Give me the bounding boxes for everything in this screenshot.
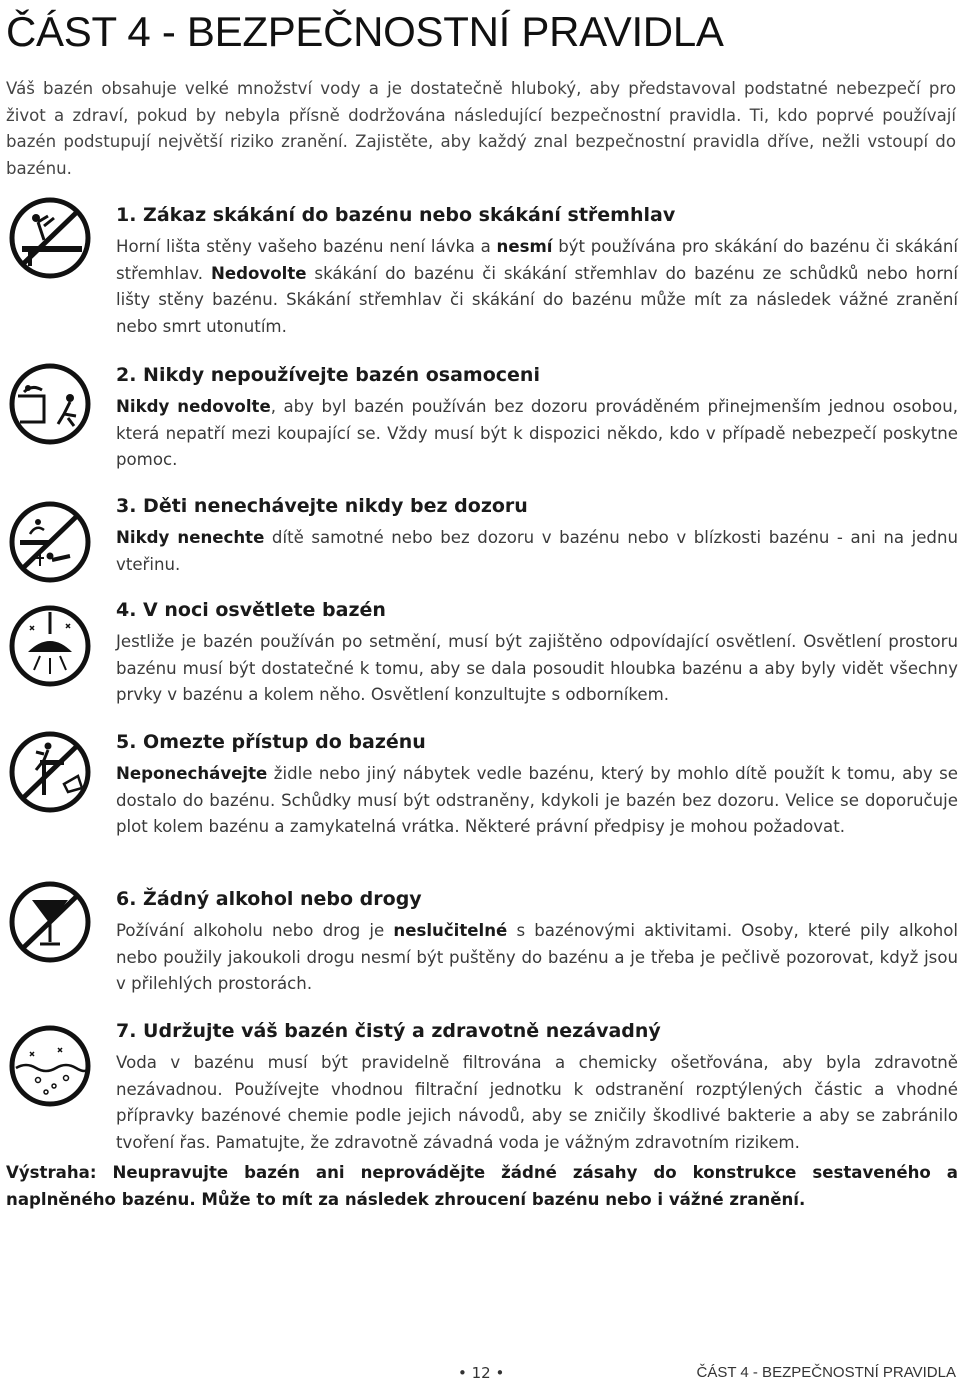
section-night-lighting: [116, 597, 958, 709]
section-text: Jestliže je bazén používán po setmění, musí být zajištěno odpovídající osvětlení. Osvětlení prostoru bazénu musí být dostatečné k tomu, aby se dala posoudit hloubka bazénu a aby byly vidět všechny prvky v bazénu a kolem něho. Osvětlení konzultujte s odborníkem.: [116, 632, 958, 704]
section-text: Požívání alkoholu nebo drog je neslučitelné s bazénovými aktivitami. Osoby, které pily alkohol nebo použily jakoukoli drogu nesmí být puštěny do bazénu a je třeba je pečlivě pozorovat, když jsou v přilehlých prostorách.: [116, 921, 959, 993]
section-text: Nikdy nedovolte, aby byl bazén používán bez dozoru prováděném přinejmenším jednou osobou, která nepatří mezi koupající se. Vždy musí být k dispozici někdo, kdo v případě nebezpečí poskytne pomoc.: [116, 397, 958, 469]
page-number: • 12 •: [458, 1364, 505, 1382]
no-alcohol-icon: [8, 880, 92, 964]
section-heading: 7. Udržujte váš bazén čistý a zdravotně nezávadný: [116, 1020, 661, 1042]
pool-light-icon: [8, 604, 92, 688]
supervised-swimming-icon: [8, 362, 92, 446]
section-text: Voda v bazénu musí být pravidelně filtrována a chemicky ošetřována, aby byla zdravotně nezávadnou. Používejte vhodnou filtrační jednotku k odstranění rozptýlených částic a vhodné přípravky bazénové chemie podle jejich návodů, aby se zničily škodlivé bakterie a aby se zabránilo tvoření řas. Pamatujte, že zdravotně závadná voda je vážným zdravotním rizikem.: [116, 1053, 958, 1152]
section-alcohol: [116, 886, 958, 998]
section-text: Nikdy nenechte dítě samotné nebo bez dozoru v bazénu nebo v blízkosti bazénu - ani na jednu vteřinu.: [116, 528, 958, 574]
section-heading: 3. Děti nenechávejte nikdy bez dozoru: [116, 495, 528, 517]
no-unattended-children-icon: [8, 500, 92, 584]
section-no-diving: [116, 202, 958, 340]
no-climbing-icon: [8, 730, 92, 814]
clean-water-icon: [8, 1024, 92, 1108]
section-access: [116, 729, 958, 841]
no-diving-icon: [8, 196, 92, 280]
section-text: Neponechávejte židle nebo jiný nábytek vedle bazénu, který by mohlo dítě použít k tomu, aby se dostalo do bazénu. Schůdky musí být odstraněny, kdykoli je bazén bez dozoru. Velice se doporučuje plot kolem bazénu a zamykatelná vrátka. Některé právní předpisy je mohou požadovat.: [116, 764, 958, 836]
intro-paragraph: Váš bazén obsahuje velké množství vody a je dostatečně hluboký, aby představoval podstatné nebezpečí pro život a zdraví, pokud by nebyla přísně dodržována následující bezpečnostní pravidla. Ti, kdo poprvé používají bazén podstupují největší riziko zranění. Zajistěte, aby každý znal bezpečnostní pravidla dříve, nežli vstoupí do bazénu.: [6, 79, 956, 178]
section-heading: 6. Žádný alkohol nebo drogy: [116, 888, 422, 910]
section-heading: 4. V noci osvětlete bazén: [116, 599, 386, 621]
section-children: [116, 493, 958, 578]
section-heading: 2. Nikdy nepoužívejte bazén osamoceni: [116, 364, 540, 386]
section-heading: 1. Zákaz skákání do bazénu nebo skákání střemhlav: [116, 204, 676, 226]
warning-paragraph: Výstraha: Neupravujte bazén ani neprovádějte žádné zásahy do konstrukce sestaveného a naplněného bazénu. Může to mít za následek zhroucení bazénu nebo i vážné zranění.: [6, 1163, 958, 1209]
section-heading: 5. Omezte přístup do bazénu: [116, 731, 426, 753]
section-supervision: [116, 362, 958, 474]
section-text: Horní lišta stěny vašeho bazénu není lávka a nesmí být používána pro skákání do bazénu či skákání střemhlav. Nedovolte skákání do bazénu či skákání střemhlav do bazénu ze schůdků nebo horní lišty stěny bazénu. Skákání střemhlav či skákání do bazénu může mít za následek vážné zranění nebo smrt utonutím.: [116, 237, 958, 336]
page-title: ČÁST 4 - BEZPEČNOSTNÍ PRAVIDLA: [6, 8, 724, 55]
footer-title: ČÁST 4 - BEZPEČNOSTNÍ PRAVIDLA: [696, 1364, 956, 1381]
section-clean-water: [116, 1018, 958, 1156]
